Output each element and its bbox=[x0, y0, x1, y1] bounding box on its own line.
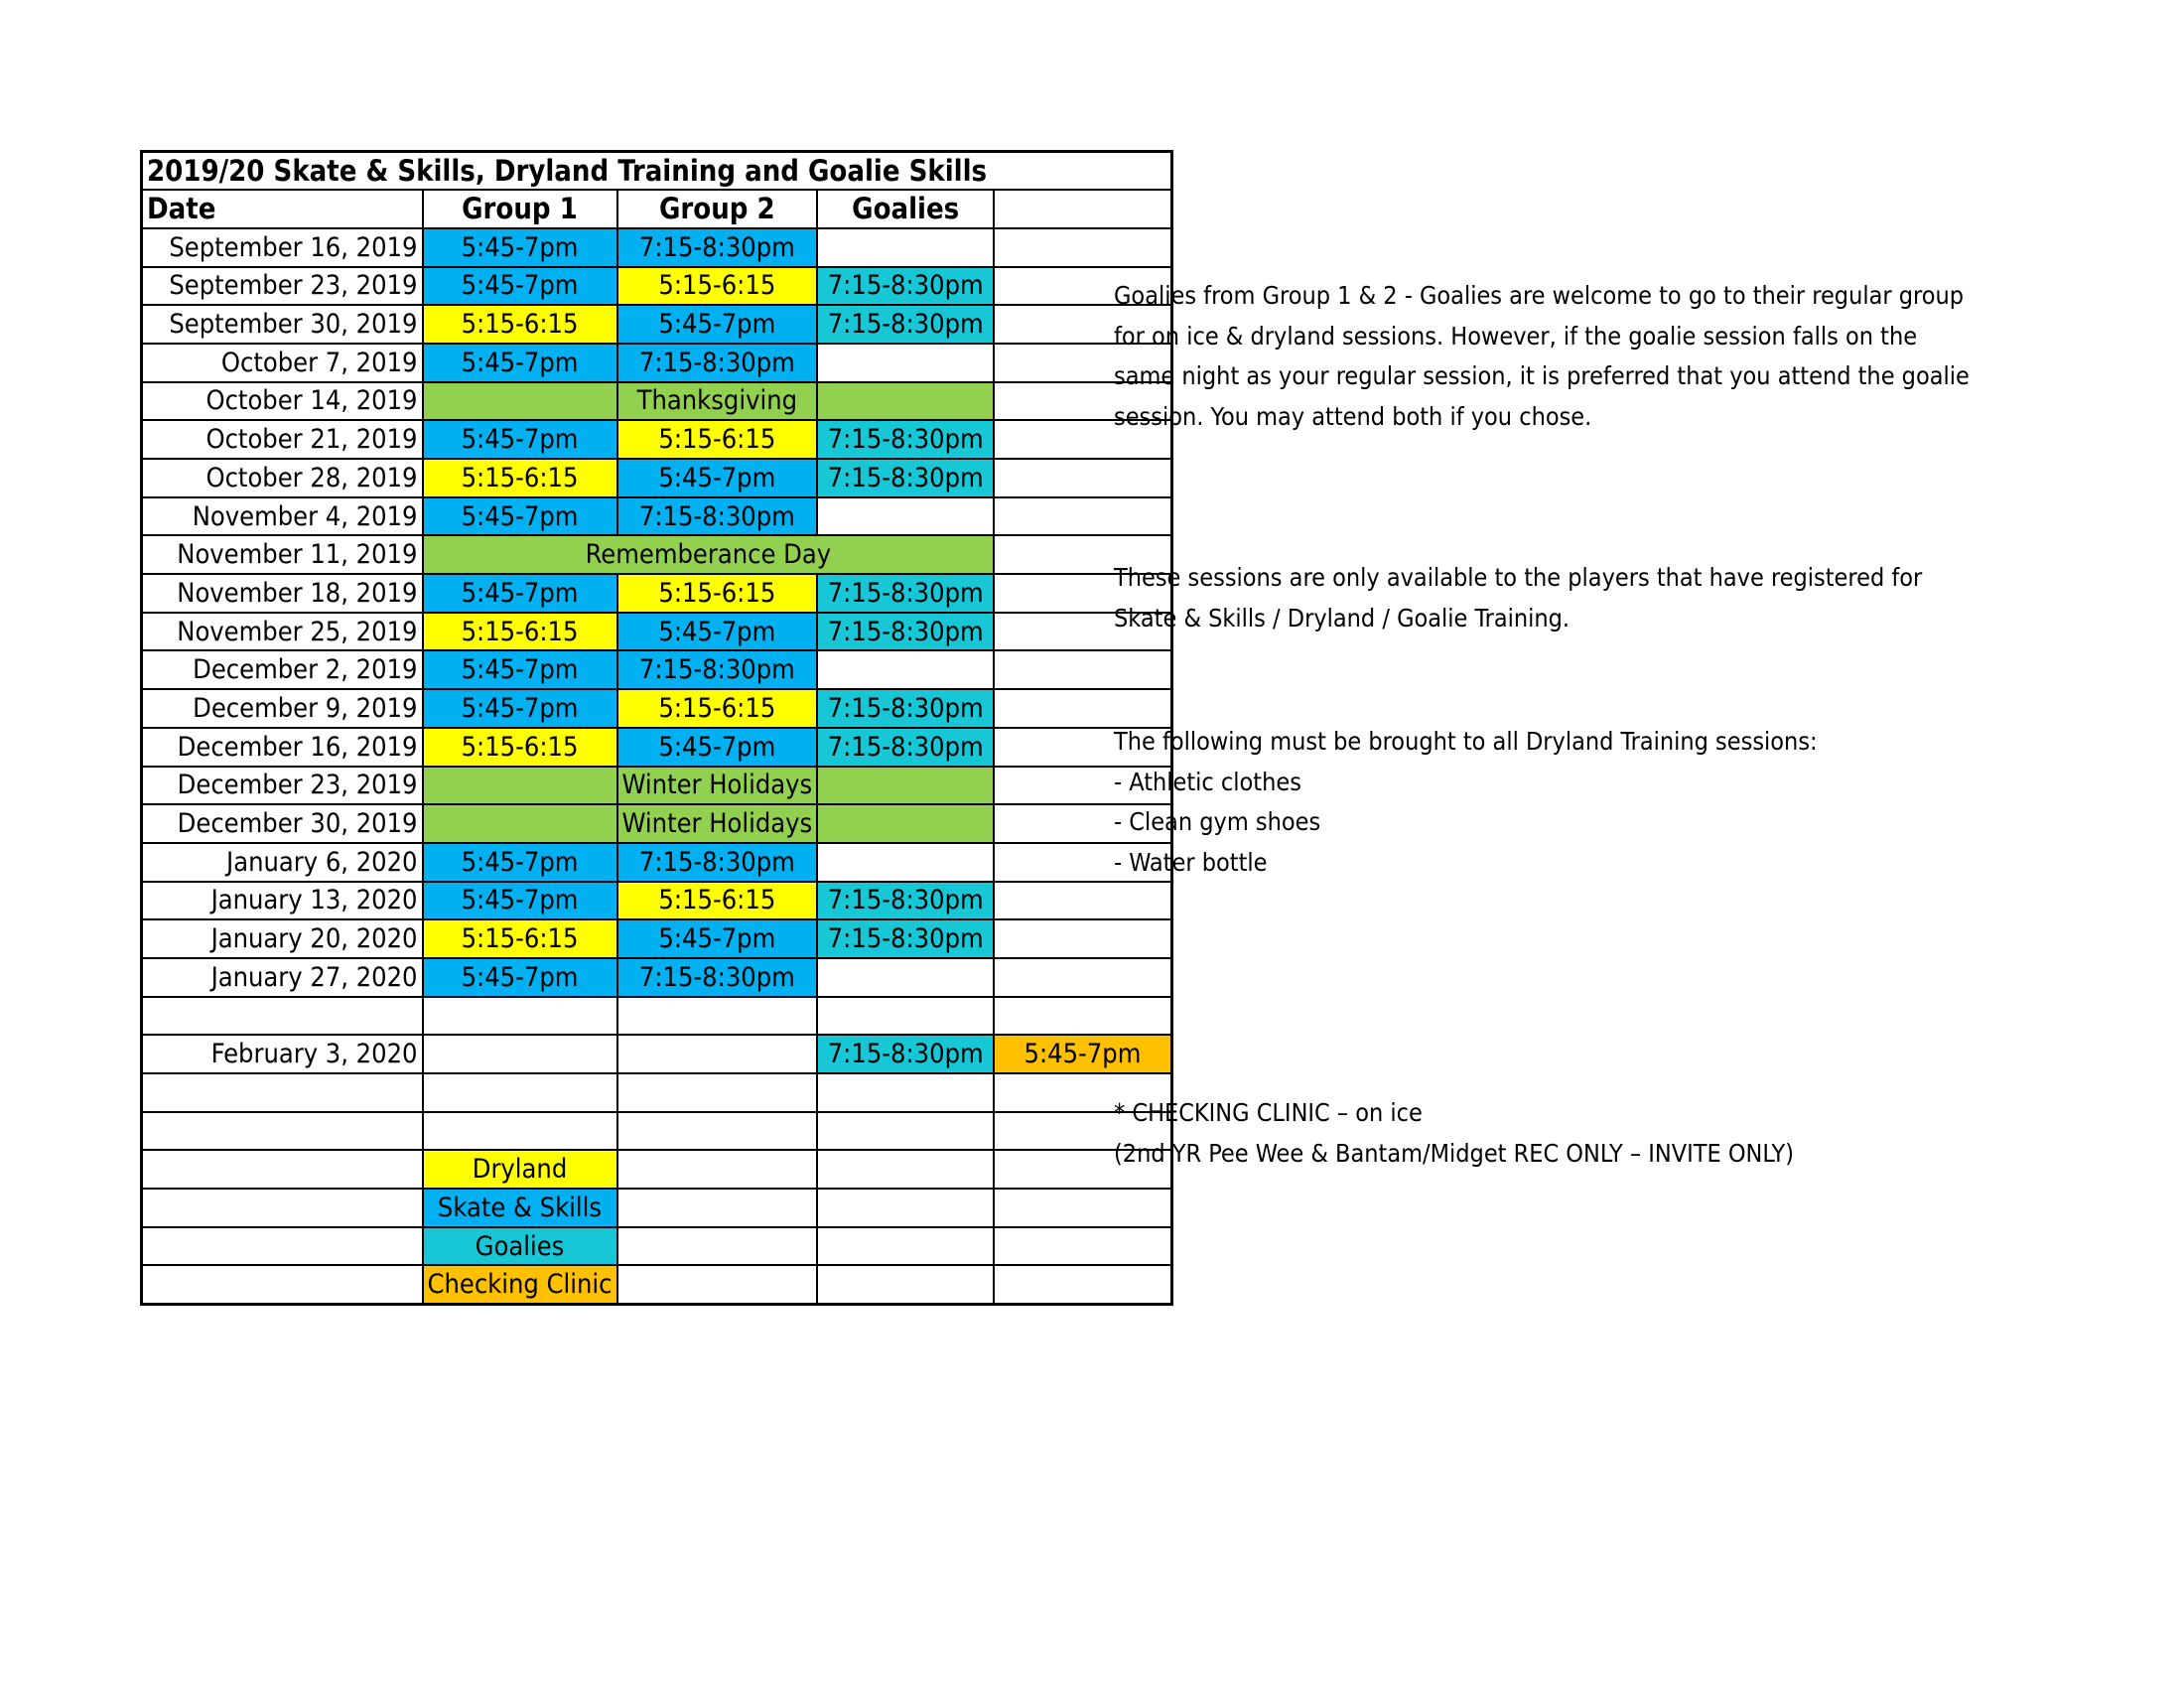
goalies-cell: 7:15-8:30pm bbox=[817, 267, 994, 306]
group-1-cell: 5:45-7pm bbox=[423, 882, 617, 920]
group-1-cell: 5:15-6:15 bbox=[423, 459, 617, 497]
empty-cell bbox=[617, 1189, 818, 1227]
group-1-cell bbox=[423, 804, 617, 843]
extra-cell bbox=[994, 958, 1171, 997]
group-1-cell: 5:15-6:15 bbox=[423, 728, 617, 767]
schedule-row bbox=[142, 1035, 1172, 1073]
goalies-cell bbox=[817, 1073, 994, 1112]
header-group-1: Group 1 bbox=[423, 190, 617, 228]
legend-row bbox=[142, 1227, 1172, 1266]
extra-cell bbox=[994, 459, 1171, 497]
dryland-note bbox=[1114, 722, 1818, 883]
goalies-note-line: same night as your regular session, it is preferred that you attend the goalie bbox=[1114, 361, 1970, 390]
extra-cell bbox=[994, 497, 1171, 536]
group-2-cell: 7:15-8:30pm bbox=[617, 650, 818, 689]
goalies-cell bbox=[817, 804, 994, 843]
schedule-row bbox=[142, 382, 1172, 421]
group-2-cell: 5:45-7pm bbox=[617, 728, 818, 767]
header-goalies: Goalies bbox=[817, 190, 994, 228]
date-cell: December 30, 2019 bbox=[142, 804, 423, 843]
empty-cell bbox=[994, 1265, 1171, 1304]
checking-note-line: (2nd YR Pee Wee & Bantam/Midget REC ONLY – INVITE ONLY) bbox=[1114, 1138, 1795, 1168]
empty-cell bbox=[817, 1189, 994, 1227]
group-1-cell bbox=[423, 1035, 617, 1073]
empty-cell bbox=[817, 1227, 994, 1266]
header-date: Date bbox=[142, 190, 423, 228]
group-2-cell bbox=[617, 1112, 818, 1151]
goalies-cell: 7:15-8:30pm bbox=[817, 689, 994, 728]
goalies-cell bbox=[817, 344, 994, 382]
date-cell: February 3, 2020 bbox=[142, 1035, 423, 1073]
group-2-cell: Winter Holidays bbox=[617, 767, 818, 805]
extra-cell bbox=[994, 882, 1171, 920]
schedule-row bbox=[142, 344, 1172, 382]
goalies-cell: 7:15-8:30pm bbox=[817, 613, 994, 651]
checking-note bbox=[1114, 1093, 1794, 1174]
group-1-cell bbox=[423, 1073, 617, 1112]
empty-cell bbox=[617, 1265, 818, 1304]
header-group-2: Group 2 bbox=[617, 190, 818, 228]
empty-cell bbox=[142, 1189, 423, 1227]
date-cell: September 16, 2019 bbox=[142, 228, 423, 267]
legend-swatch: Dryland bbox=[423, 1150, 617, 1189]
schedule-row bbox=[142, 535, 1172, 574]
legend-row bbox=[142, 1189, 1172, 1227]
goalies-cell bbox=[817, 228, 994, 267]
group-2-cell: 7:15-8:30pm bbox=[617, 228, 818, 267]
date-cell: January 20, 2020 bbox=[142, 919, 423, 958]
schedule-row bbox=[142, 997, 1172, 1036]
checking-note-line: * CHECKING CLINIC – on ice bbox=[1114, 1098, 1423, 1127]
group-1-cell bbox=[423, 1112, 617, 1151]
extra-cell: 5:45-7pm bbox=[994, 1035, 1171, 1073]
schedule-row bbox=[142, 305, 1172, 344]
group-1-cell: 5:15-6:15 bbox=[423, 919, 617, 958]
dryland-note-line: - Athletic clothes bbox=[1114, 767, 1301, 796]
group-2-cell: Winter Holidays bbox=[617, 804, 818, 843]
goalies-cell bbox=[817, 650, 994, 689]
group-1-cell: 5:45-7pm bbox=[423, 228, 617, 267]
group-2-cell: 7:15-8:30pm bbox=[617, 958, 818, 997]
group-1-cell: 5:45-7pm bbox=[423, 574, 617, 613]
schedule-title: 2019/20 Skate & Skills, Dryland Training and Goalie Skills bbox=[142, 152, 1172, 191]
date-cell: January 13, 2020 bbox=[142, 882, 423, 920]
holiday-cell: Rememberance Day bbox=[423, 535, 995, 574]
group-2-cell bbox=[617, 1073, 818, 1112]
schedule-row bbox=[142, 267, 1172, 306]
date-cell: January 6, 2020 bbox=[142, 843, 423, 882]
schedule-row bbox=[142, 228, 1172, 267]
empty-cell bbox=[142, 1265, 423, 1304]
schedule-row bbox=[142, 574, 1172, 613]
date-cell: September 30, 2019 bbox=[142, 305, 423, 344]
legend-row bbox=[142, 1150, 1172, 1189]
group-2-cell: 5:15-6:15 bbox=[617, 420, 818, 459]
extra-cell bbox=[994, 997, 1171, 1036]
date-cell: December 9, 2019 bbox=[142, 689, 423, 728]
group-2-cell: 5:45-7pm bbox=[617, 919, 818, 958]
goalies-cell: 7:15-8:30pm bbox=[817, 1035, 994, 1073]
goalies-cell: 7:15-8:30pm bbox=[817, 574, 994, 613]
schedule-table bbox=[140, 150, 1173, 1306]
dryland-note-line: - Clean gym shoes bbox=[1114, 807, 1321, 836]
extra-cell bbox=[994, 228, 1171, 267]
group-1-cell: 5:45-7pm bbox=[423, 497, 617, 536]
goalies-cell bbox=[817, 997, 994, 1036]
date-cell: November 4, 2019 bbox=[142, 497, 423, 536]
date-cell bbox=[142, 1112, 423, 1151]
date-cell: January 27, 2020 bbox=[142, 958, 423, 997]
schedule-row bbox=[142, 728, 1172, 767]
group-1-cell bbox=[423, 767, 617, 805]
goalies-cell: 7:15-8:30pm bbox=[817, 420, 994, 459]
goalies-cell: 7:15-8:30pm bbox=[817, 882, 994, 920]
group-2-cell bbox=[617, 997, 818, 1036]
group-2-cell: 7:15-8:30pm bbox=[617, 497, 818, 536]
group-1-cell: 5:15-6:15 bbox=[423, 305, 617, 344]
empty-cell bbox=[617, 1227, 818, 1266]
empty-cell bbox=[617, 1150, 818, 1189]
dryland-note-line: The following must be brought to all Dryland Training sessions: bbox=[1114, 727, 1818, 756]
schedule-row bbox=[142, 1112, 1172, 1151]
goalies-note-line: for on ice & dryland sessions. However, if the goalie session falls on the bbox=[1114, 321, 1918, 351]
empty-cell bbox=[142, 1150, 423, 1189]
group-2-cell: 5:45-7pm bbox=[617, 613, 818, 651]
extra-cell bbox=[994, 650, 1171, 689]
group-2-cell: 5:15-6:15 bbox=[617, 574, 818, 613]
dryland-note-line: - Water bottle bbox=[1114, 847, 1268, 877]
legend-row bbox=[142, 1265, 1172, 1304]
schedule-row bbox=[142, 420, 1172, 459]
date-cell: December 2, 2019 bbox=[142, 650, 423, 689]
date-cell: October 28, 2019 bbox=[142, 459, 423, 497]
empty-cell bbox=[994, 1189, 1171, 1227]
group-1-cell: 5:15-6:15 bbox=[423, 613, 617, 651]
group-1-cell: 5:45-7pm bbox=[423, 420, 617, 459]
date-cell: December 23, 2019 bbox=[142, 767, 423, 805]
date-cell: November 11, 2019 bbox=[142, 535, 423, 574]
registration-note bbox=[1114, 558, 1922, 638]
group-2-cell: 5:45-7pm bbox=[617, 305, 818, 344]
schedule-row bbox=[142, 804, 1172, 843]
group-1-cell bbox=[423, 382, 617, 421]
goalies-note-line: session. You may attend both if you chose. bbox=[1114, 401, 1592, 431]
goalies-cell bbox=[817, 1112, 994, 1151]
date-cell: October 7, 2019 bbox=[142, 344, 423, 382]
extra-cell bbox=[994, 919, 1171, 958]
group-2-cell: Thanksgiving bbox=[617, 382, 818, 421]
header-row bbox=[142, 190, 1172, 228]
schedule-row bbox=[142, 1073, 1172, 1112]
date-cell bbox=[142, 997, 423, 1036]
legend-swatch: Goalies bbox=[423, 1227, 617, 1266]
group-2-cell: 7:15-8:30pm bbox=[617, 344, 818, 382]
date-cell: October 14, 2019 bbox=[142, 382, 423, 421]
group-2-cell: 7:15-8:30pm bbox=[617, 843, 818, 882]
group-1-cell: 5:45-7pm bbox=[423, 344, 617, 382]
empty-cell bbox=[817, 1150, 994, 1189]
goalies-cell bbox=[817, 497, 994, 536]
group-2-cell bbox=[617, 1035, 818, 1073]
date-cell: October 21, 2019 bbox=[142, 420, 423, 459]
empty-cell bbox=[142, 1227, 423, 1266]
group-1-cell: 5:45-7pm bbox=[423, 843, 617, 882]
goalies-cell bbox=[817, 958, 994, 997]
date-cell: September 23, 2019 bbox=[142, 267, 423, 306]
goalies-cell: 7:15-8:30pm bbox=[817, 919, 994, 958]
group-2-cell: 5:15-6:15 bbox=[617, 882, 818, 920]
legend-swatch: Skate & Skills bbox=[423, 1189, 617, 1227]
goalies-cell: 7:15-8:30pm bbox=[817, 459, 994, 497]
group-1-cell bbox=[423, 997, 617, 1036]
group-2-cell: 5:15-6:15 bbox=[617, 267, 818, 306]
group-1-cell: 5:45-7pm bbox=[423, 650, 617, 689]
date-cell bbox=[142, 1073, 423, 1112]
empty-cell bbox=[994, 1227, 1171, 1266]
schedule-row bbox=[142, 497, 1172, 536]
goalies-cell: 7:15-8:30pm bbox=[817, 728, 994, 767]
date-cell: November 25, 2019 bbox=[142, 613, 423, 651]
registration-note-line: These sessions are only available to the players that have registered for bbox=[1114, 563, 1923, 592]
goalies-cell bbox=[817, 843, 994, 882]
goalies-note-line: Goalies from Group 1 & 2 - Goalies are welcome to go to their regular group bbox=[1114, 281, 1965, 310]
group-1-cell: 5:45-7pm bbox=[423, 267, 617, 306]
schedule-row bbox=[142, 613, 1172, 651]
schedule-row bbox=[142, 459, 1172, 497]
schedule-row bbox=[142, 843, 1172, 882]
group-1-cell: 5:45-7pm bbox=[423, 689, 617, 728]
group-2-cell: 5:15-6:15 bbox=[617, 689, 818, 728]
group-2-cell: 5:45-7pm bbox=[617, 459, 818, 497]
schedule-row bbox=[142, 650, 1172, 689]
group-1-cell: 5:45-7pm bbox=[423, 958, 617, 997]
schedule-row bbox=[142, 767, 1172, 805]
registration-note-line: Skate & Skills / Dryland / Goalie Training. bbox=[1114, 603, 1570, 633]
title-row bbox=[142, 152, 1172, 191]
goalies-cell bbox=[817, 382, 994, 421]
legend-swatch: Checking Clinic bbox=[423, 1265, 617, 1304]
schedule-row bbox=[142, 919, 1172, 958]
empty-cell bbox=[817, 1265, 994, 1304]
goalies-cell: 7:15-8:30pm bbox=[817, 305, 994, 344]
schedule-row bbox=[142, 882, 1172, 920]
date-cell: November 18, 2019 bbox=[142, 574, 423, 613]
header-extra bbox=[994, 190, 1171, 228]
goalies-note bbox=[1114, 276, 1970, 437]
schedule-row bbox=[142, 958, 1172, 997]
goalies-cell bbox=[817, 767, 994, 805]
schedule-row bbox=[142, 689, 1172, 728]
date-cell: December 16, 2019 bbox=[142, 728, 423, 767]
